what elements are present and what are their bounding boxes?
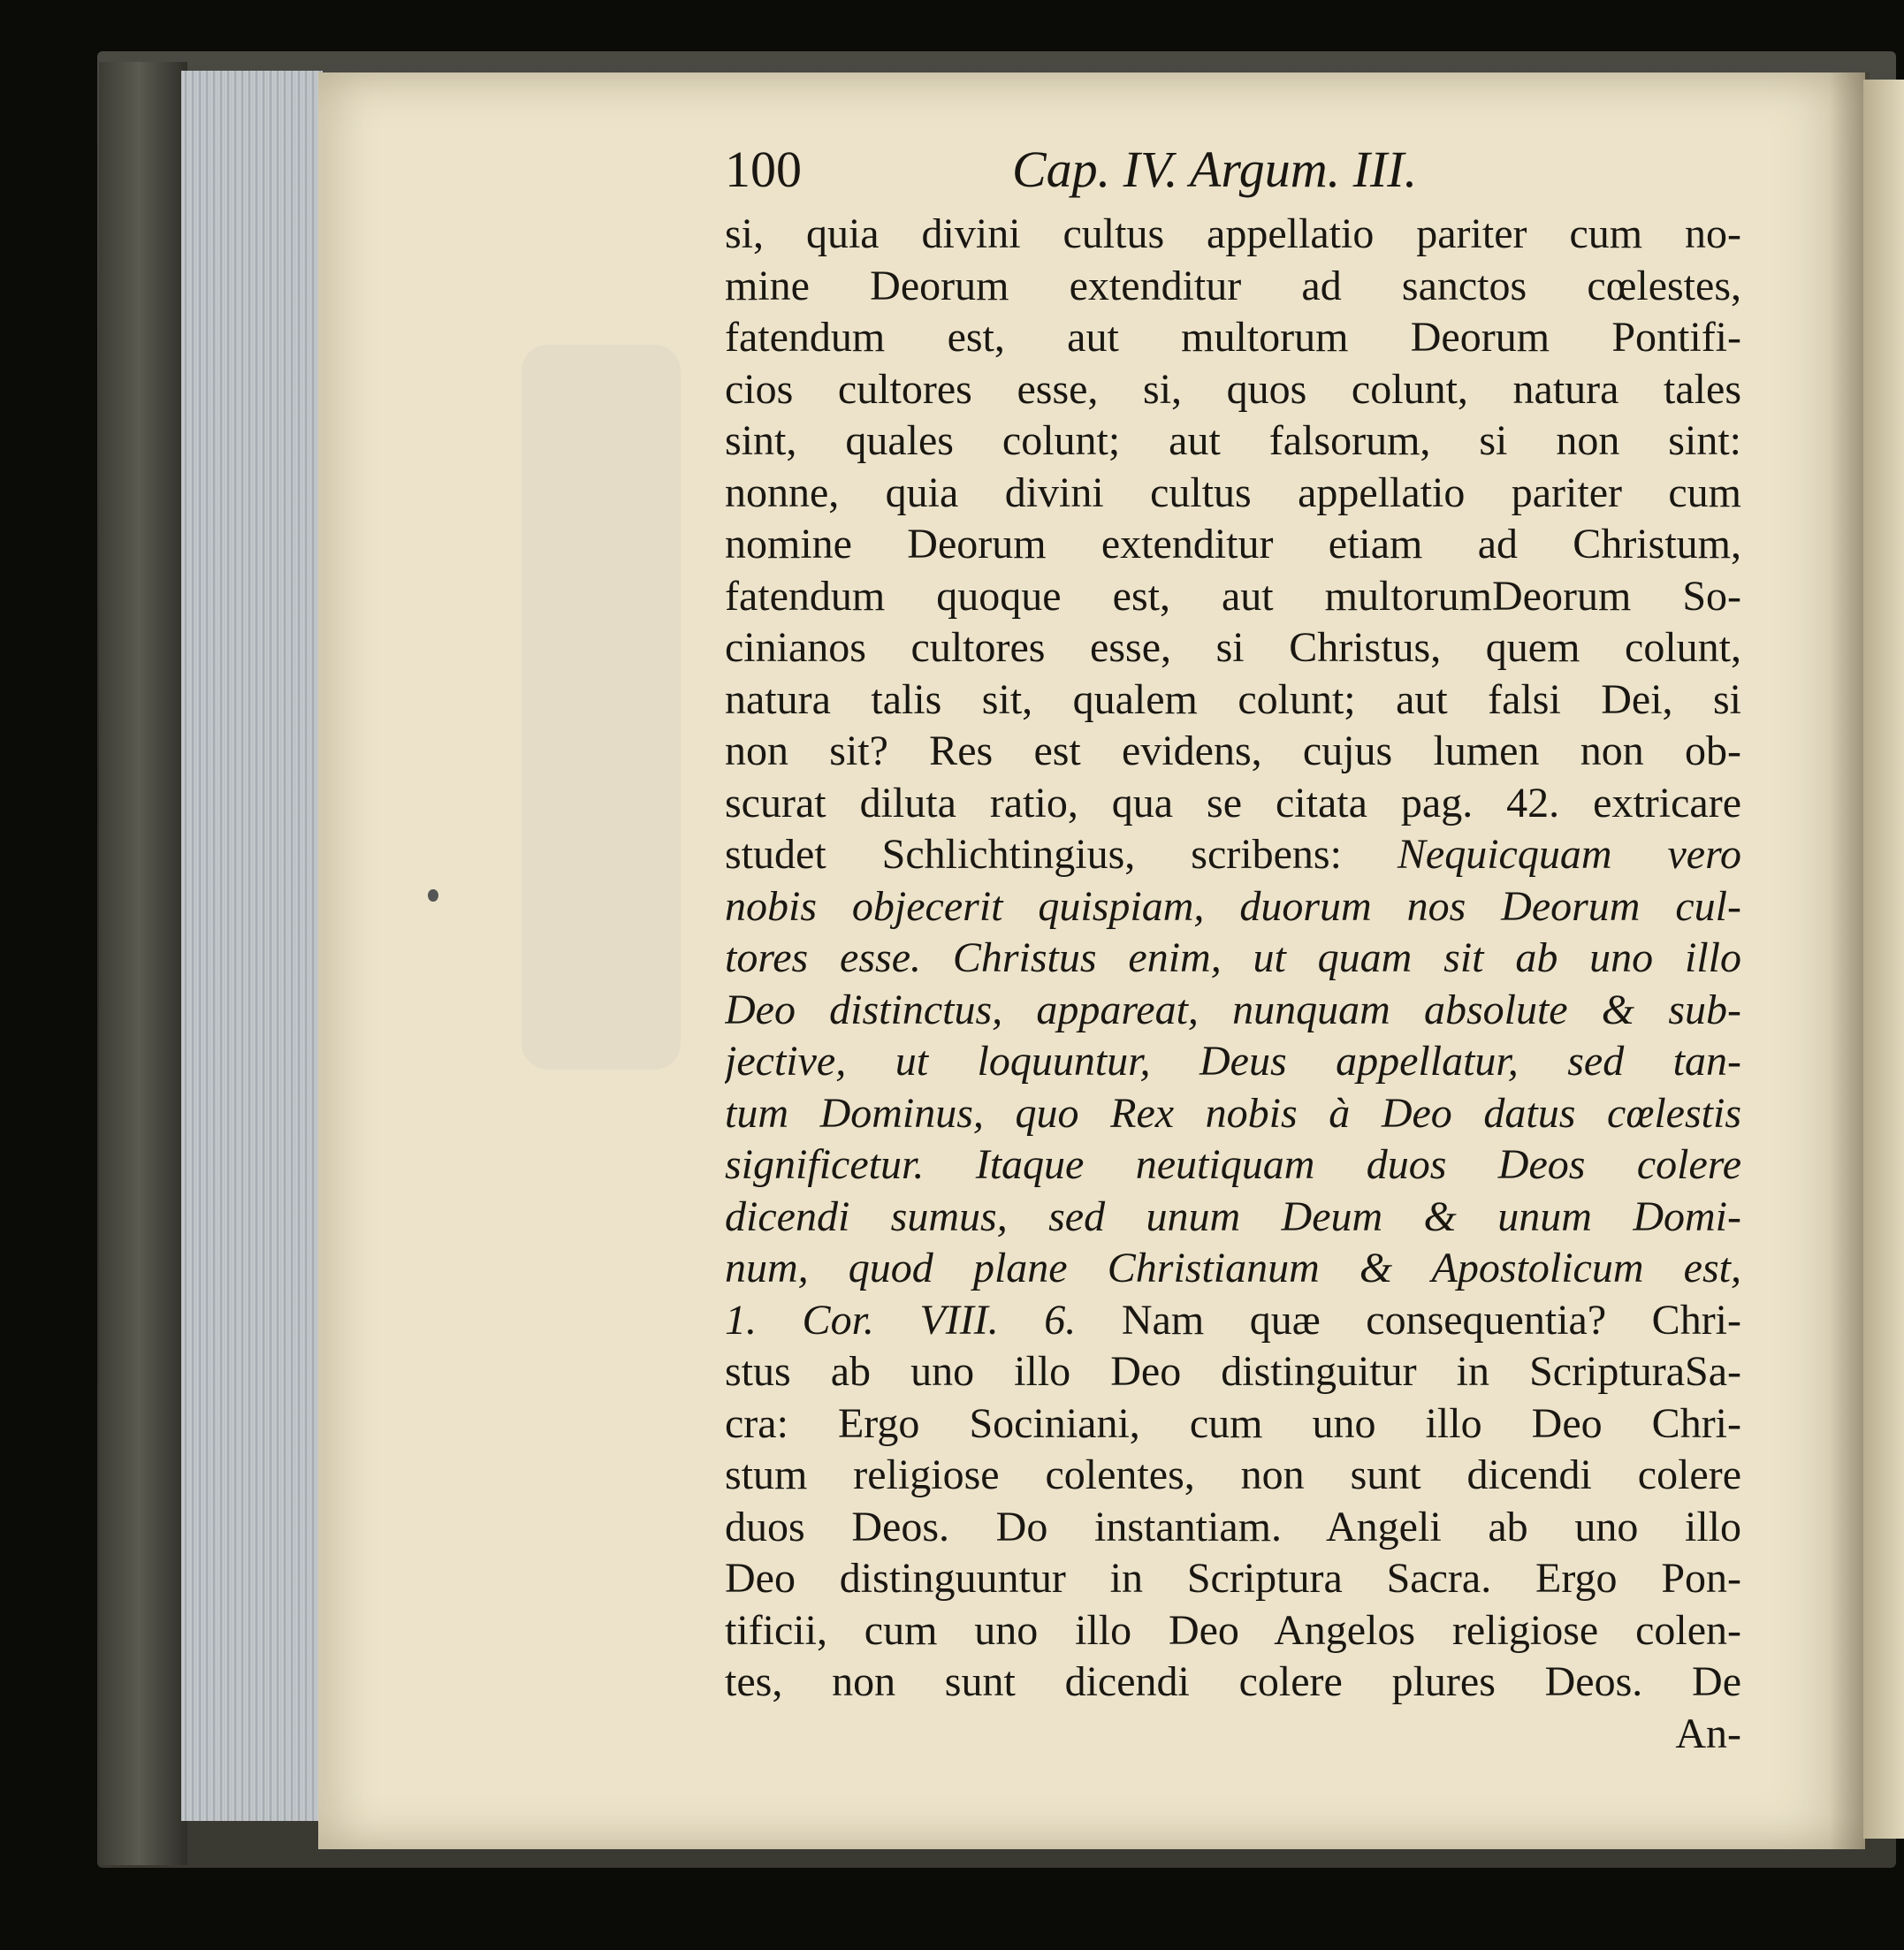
bible-reference: 1. Cor. VIII. 6. [725,1296,1077,1344]
text-line: 1. Cor. VIII. 6. Nam quæ consequentia? Chri- [725,1296,1741,1344]
text-line: tificii, cum uno illo Deo Angelos religiose colen- [725,1606,1741,1654]
text-line-italic: jective, ut loquuntur, Deus appellatur, sed tan- [725,1038,1741,1085]
text-line-italic: tores esse. Christus enim, ut quam sit ab uno illo [725,934,1741,981]
book-spine [99,62,187,1865]
running-title: Cap. IV. Argum. III. [1012,141,1418,198]
catchword: An- [1675,1710,1741,1757]
text-line: cinianos cultores esse, si Christus, quem colunt, [725,624,1741,671]
text-line-italic: nobis objecerit quispiam, duorum nos Deorum cul- [725,882,1741,930]
ink-bleed-through [522,345,681,1070]
text-line-italic: tum Dominus, quo Rex nobis à Deo datus cœlestis [725,1089,1741,1137]
text-line: studet Schlichtingius, scribens: Nequicquam vero [725,831,1741,878]
text-line: fatendum quoque est, aut multorumDeorum So- [725,572,1741,620]
text-line-italic: num, quod plane Christianum & Apostolicum est, [725,1245,1741,1291]
body-text [725,209,1741,1760]
text-line: duos Deos. Do instantiam. Angeli ab uno illo [725,1503,1741,1550]
italic-quote-start: Nequicquam vero [1397,831,1741,878]
text-line: si, quia divini cultus appellatio pariter cum no- [725,210,1741,257]
text-line: non sit? Res est evidens, cujus lumen non ob- [725,727,1741,774]
text-line: stus ab uno illo Deo distinguitur in ScripturaSa- [725,1348,1741,1395]
text-line: cios cultores esse, si, quos colunt, natura tales [725,365,1741,413]
text-line: natura talis sit, qualem colunt; aut falsi Dei, si [725,675,1741,723]
text-line: cra: Ergo Sociniani, cum uno illo Deo Chri- [725,1399,1741,1447]
text-line: scurat diluta ratio, qua se citata pag. 42. extricare [725,779,1741,826]
text-line: nomine Deorum extenditur etiam ad Christum, [725,521,1741,567]
text-line: tes, non sunt dicendi colere plures Deos. De [725,1658,1741,1705]
paper-speck [428,889,438,902]
text-line-italic: Deo distinctus, appareat, nunquam absolute & sub- [725,986,1741,1033]
facing-page-edge [1863,80,1904,1839]
text-line: fatendum est, aut multorum Deorum Pontifi- [725,314,1741,361]
text-line-italic: dicendi sumus, sed unum Deum & unum Domi- [725,1192,1741,1240]
text-line: sint, quales colunt; aut falsorum, si non sint: [725,417,1741,464]
text-line: nonne, quia divini cultus appellatio pariter cum [725,468,1741,516]
text-line: Deo distinguuntur in Scriptura Sacra. Ergo Pon- [725,1555,1741,1602]
page-header [725,140,1741,202]
text-line: mine Deorum extenditur ad sanctos cœlestes, [725,262,1741,309]
page-edges [181,71,323,1821]
text-line: stum religiose colentes, non sunt dicendi colere [725,1451,1741,1498]
text-line-italic: significetur. Itaque neutiquam duos Deos colere [725,1141,1741,1188]
page-number: 100 [725,141,802,198]
